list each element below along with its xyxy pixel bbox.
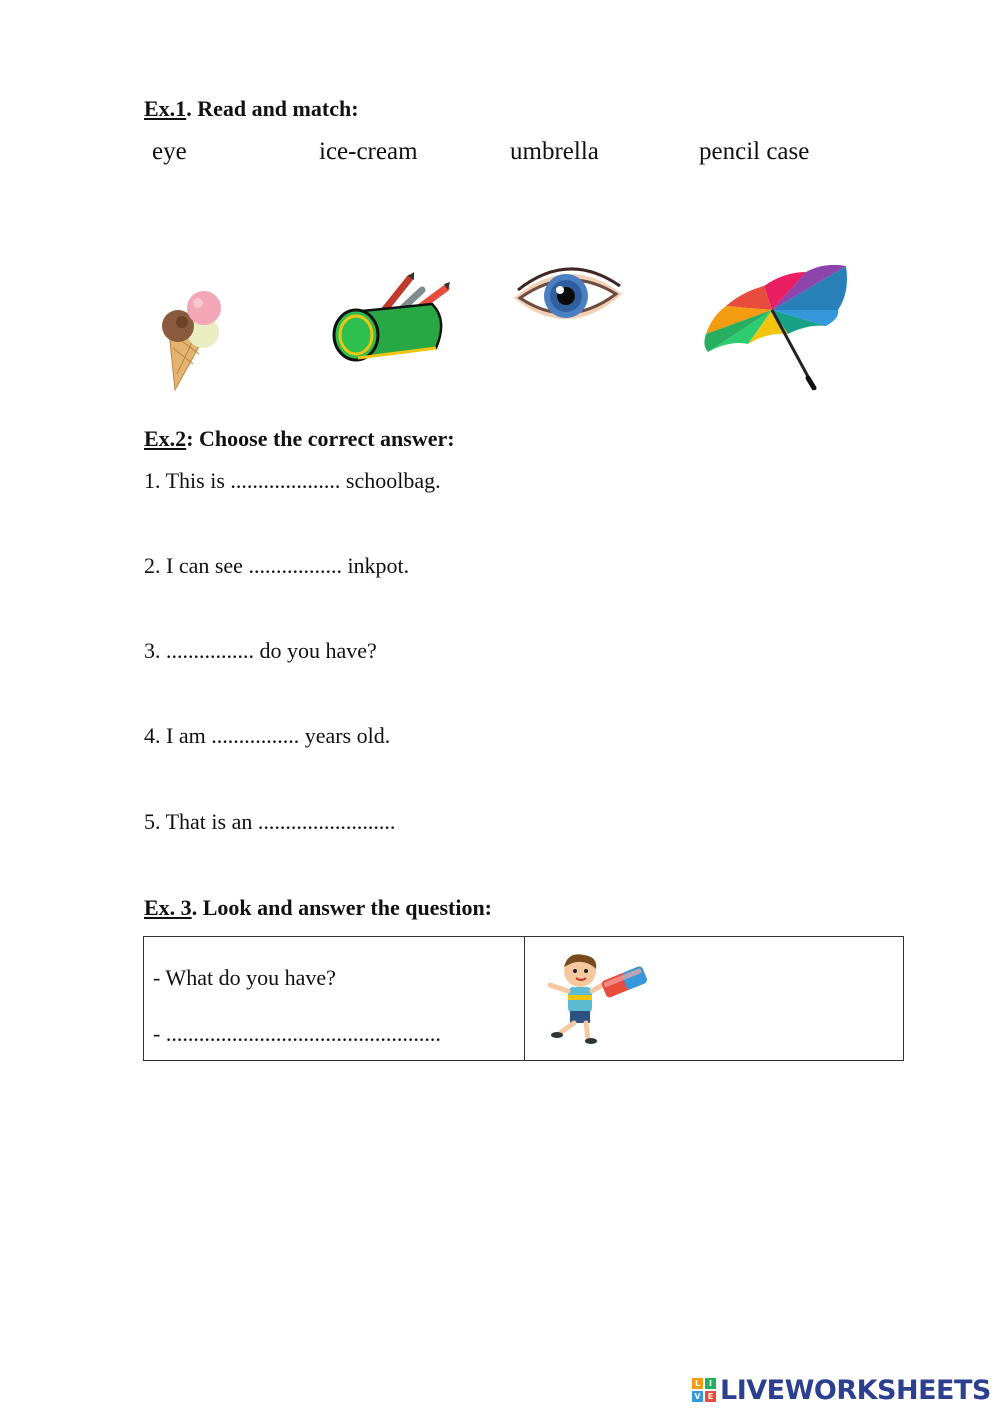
ex2-instruction: : Choose the correct answer: (186, 426, 455, 451)
question-1: 1. This is .................... schoolbag. (144, 468, 441, 493)
eye-picture (510, 256, 626, 336)
word-pencil-case: pencil case (699, 138, 810, 165)
ice-cream-cone-picture (155, 286, 230, 394)
pencil-case-picture (328, 272, 454, 364)
umbrella-picture (698, 262, 850, 390)
ex2-label: Ex.2 (144, 426, 187, 451)
ex3-heading (144, 895, 492, 921)
logo-text: LIVEWORKSHEETS (720, 1374, 991, 1406)
ex3-question: - What do you have? (153, 965, 336, 990)
ex3-label: Ex. 3 (144, 895, 192, 920)
table-divider (524, 937, 525, 1060)
word-ice-cream: ice-cream (319, 138, 418, 165)
ex1-heading (144, 96, 359, 122)
word-umbrella: umbrella (510, 138, 599, 165)
logo-mark-icon: L I V E (692, 1378, 716, 1402)
question-5: 5. That is an ......................... (144, 809, 396, 834)
ex2-heading (144, 426, 455, 452)
question-3: 3. ................ do you have? (144, 638, 377, 663)
ex3-instruction: . Look and answer the question: (191, 895, 493, 920)
word-eye: eye (152, 138, 187, 165)
liveworksheets-logo (692, 1374, 991, 1406)
boy-with-eraser-picture (544, 951, 654, 1047)
question-2: 2. I can see ................. inkpot. (144, 553, 410, 578)
question-4: 4. I am ................ years old. (144, 723, 391, 748)
ex3-table (143, 936, 904, 1061)
ex3-answer-blank: - .................................................. (153, 1021, 441, 1046)
ex1-label: Ex.1 (144, 96, 187, 121)
ex1-instruction: . Read and match: (186, 96, 359, 121)
